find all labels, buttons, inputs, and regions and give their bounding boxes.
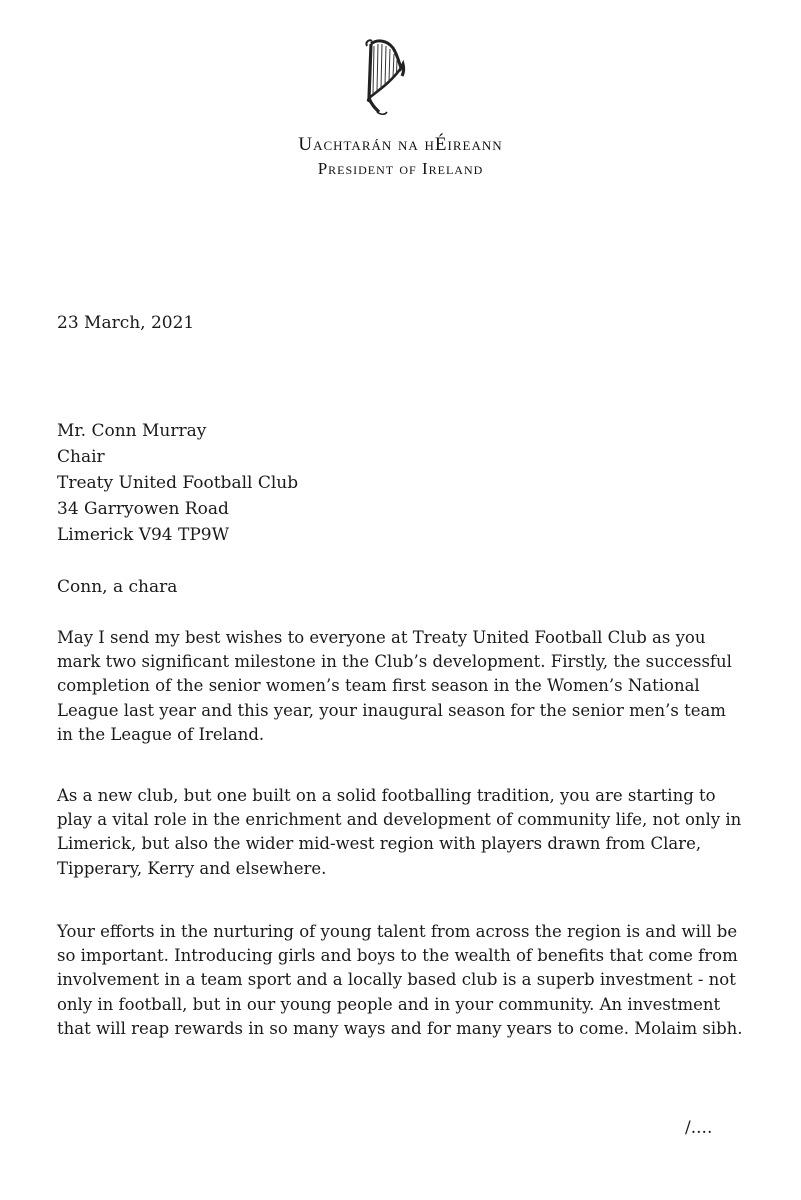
body-paragraph: As a new club, but one built on a solid footballing tradition, you are starting to play a vital role in the enrichment and development of community life, not only in Limerick, but also the wider mid-west region with players drawn from Clare, Tipperary, Kerry and elsewhere. — [57, 786, 742, 878]
recipient-address — [57, 418, 298, 548]
body-paragraph: Your efforts in the nurturing of young talent from across the region is and will be so important. Introducing girls and boys to the wealth of benefits that come from involvement in a team sport and a locally based club is a superb investment - not only in football, but in our young people and in your community. An investment that will reap rewards in so many ways and for many years to come. Molaim sibh. — [57, 922, 743, 1038]
recipient-organisation: Treaty United Football Club — [57, 473, 299, 493]
harp-icon — [363, 38, 407, 116]
letter-date: 23 March, 2021 — [57, 313, 195, 333]
recipient-city: Limerick V94 TP9W — [57, 525, 230, 545]
letterhead-irish-title: Uachtarán na hÉireann — [298, 134, 503, 155]
body-paragraph: May I send my best wishes to everyone at Treaty United Football Club as you mark two significant milestone in the Club’s development. Firstly, the successful completion of the senior women’s team first season in the Women’s National League last year and this year, your inaugural season for the senior men’s team in the League of Ireland. — [57, 628, 732, 744]
continuation-mark: /.... — [685, 1118, 713, 1138]
letterhead-english-title: President of Ireland — [317, 159, 484, 178]
recipient-name: Mr. Conn Murray — [57, 421, 207, 441]
salutation: Conn, a chara — [57, 577, 178, 597]
recipient-street: 34 Garryowen Road — [57, 499, 229, 519]
recipient-role: Chair — [57, 447, 105, 467]
